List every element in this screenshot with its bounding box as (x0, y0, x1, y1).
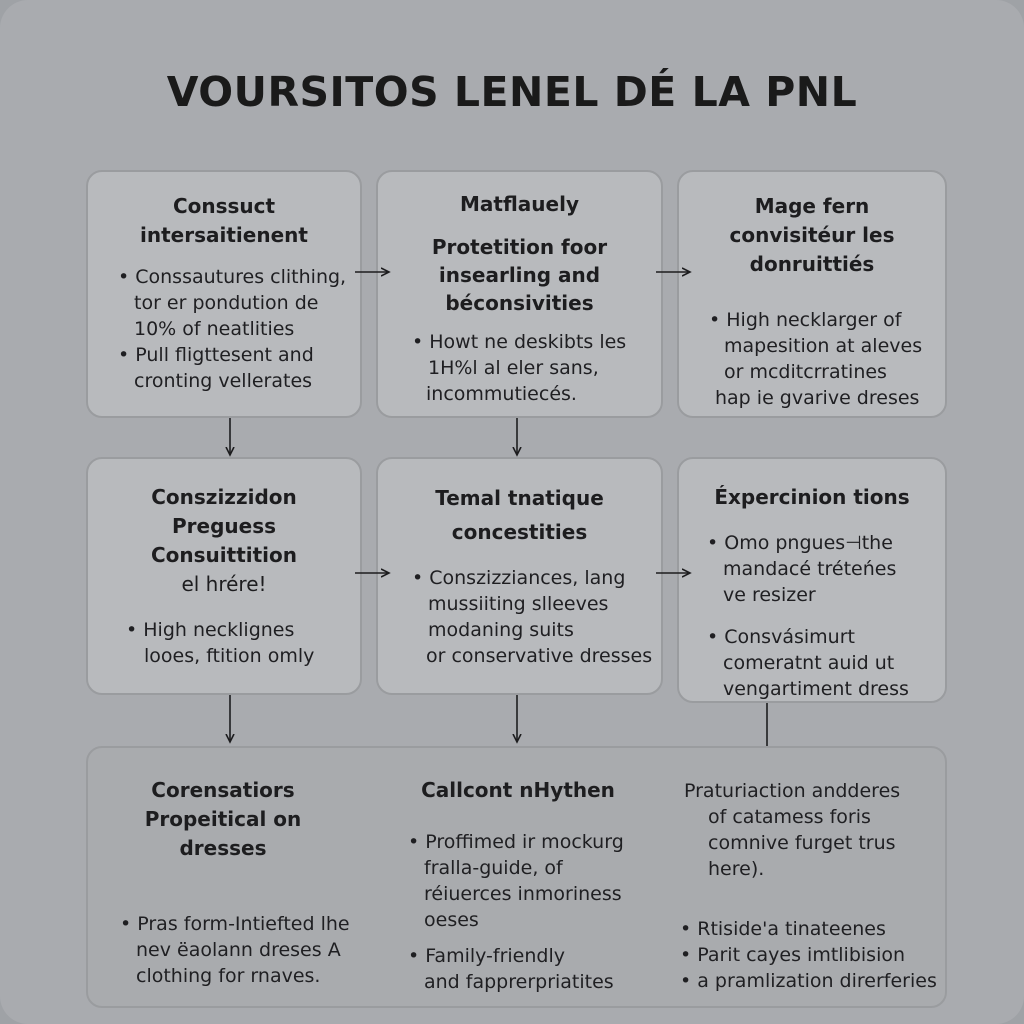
box-heading-line: donruittiés (749, 252, 875, 276)
intro-line: comnive furget trus (708, 832, 896, 854)
bullet-line: oeses (424, 909, 479, 931)
box-heading-line: convisitéur les (729, 223, 895, 247)
bullet-line: looes, ftition omly (144, 645, 315, 667)
bullet-line: or conservative dresses (426, 645, 653, 667)
box-row2-col2 (376, 457, 663, 695)
box-subheading-line: béconsivities (445, 291, 594, 315)
bullet-line: • a pramlization direrferies (680, 970, 937, 992)
box-row3 (86, 746, 947, 1008)
bullet-line: • Proffimed ir mockurg (408, 831, 624, 853)
bullet-line: clothing for rnaves. (136, 965, 321, 987)
box-subheading-line: Protetition foor (431, 235, 608, 259)
box-heading-line: Corensatiors (151, 778, 295, 802)
bullet-line: • Omo pngues⊣the (707, 532, 893, 554)
bullet-line: mapesition at aleves (724, 335, 923, 357)
bullet-line: vengartiment dress (723, 678, 909, 700)
bullet-line: • Rtiside'a tinateenes (680, 918, 886, 940)
bullet-line: fralla-guide, of (424, 857, 563, 879)
box-heading-line: Consuittition (150, 543, 298, 567)
intro-line: of catamess foris (708, 806, 871, 828)
bullet-line: • Conssautures clithing, (118, 266, 347, 288)
box-row1-col2 (376, 170, 663, 418)
box-row2-col3 (677, 457, 947, 703)
box-heading-line: Callcont nHythen (421, 778, 615, 802)
bullet-line: and fapprerpriatites (424, 971, 614, 993)
bullet-line: incommutiecés. (426, 383, 577, 405)
box-heading-line: Temal tnatique (435, 486, 604, 510)
bullet-line: • Pull fligttesent and (118, 344, 314, 366)
bullet-line: • Family-friendly (408, 945, 566, 967)
bullet-line: ve resizer (723, 584, 816, 606)
bullet-line: • Consvásimurt (707, 626, 855, 648)
row3-col3 (680, 778, 942, 994)
box-row1-col3 (677, 170, 947, 418)
box-heading-line: Conssuct (172, 194, 276, 218)
bullet-line: • High necklarger of (709, 309, 902, 331)
bullet-line: • Pras form-Intiefted lhe (120, 913, 350, 935)
box-subheading-line: insearling and (438, 263, 601, 287)
bullet-line: nev ëaolann dreses A (136, 939, 341, 961)
box-row1-col1 (86, 170, 362, 418)
box-heading-line: Éxpercinion tions (714, 485, 910, 509)
box-heading-line: Propeitical on (144, 807, 302, 831)
box-heading-line: el hrére! (181, 572, 267, 596)
bullet-line: • Parit cayes imtlibision (680, 944, 906, 966)
bullet-line: hap ie gvarive dreses (715, 387, 920, 409)
bullet-line: • Conszizziances, lang (412, 567, 626, 589)
bullet-line: 1H%l al eler sans, (428, 357, 599, 379)
bullet-line: mandacé tréteńes (723, 558, 897, 580)
intro-line: here). (708, 858, 765, 880)
row3-col2 (378, 776, 658, 995)
bullet-line: cronting vellerates (134, 370, 313, 392)
bullet-line: modaning suits (428, 619, 574, 641)
bullet-line: • Howt ne deskibts les (412, 331, 627, 353)
bullet-line: mussiiting slleeves (428, 593, 609, 615)
box-heading-line: concestities (451, 520, 588, 544)
box-row2-col1 (86, 457, 362, 695)
bullet-line: • High necklignes (126, 619, 295, 641)
box-heading-line: Conszizzidon (151, 485, 297, 509)
box-heading-line: dresses (179, 836, 267, 860)
box-heading-line: Mage fern (754, 194, 870, 218)
box-heading-line: Matflauely (460, 192, 579, 216)
diagram-title: VOURSITOS LENEL DÉ LA PNL (166, 68, 858, 116)
box-heading-line: intersaitienent (140, 223, 308, 247)
bullet-line: 10% of neatlities (134, 318, 295, 340)
intro-line: Praturiaction andderes (684, 780, 901, 802)
box-heading-line: Preguess (171, 514, 276, 538)
bullet-line: or mcditcrratines (724, 361, 887, 383)
bullet-line: réiuerces inmoriness (424, 883, 622, 905)
bullet-line: tor er pondution de (134, 292, 319, 314)
row3-col1 (88, 776, 358, 989)
bullet-line: comeratnt auid ut (723, 652, 895, 674)
